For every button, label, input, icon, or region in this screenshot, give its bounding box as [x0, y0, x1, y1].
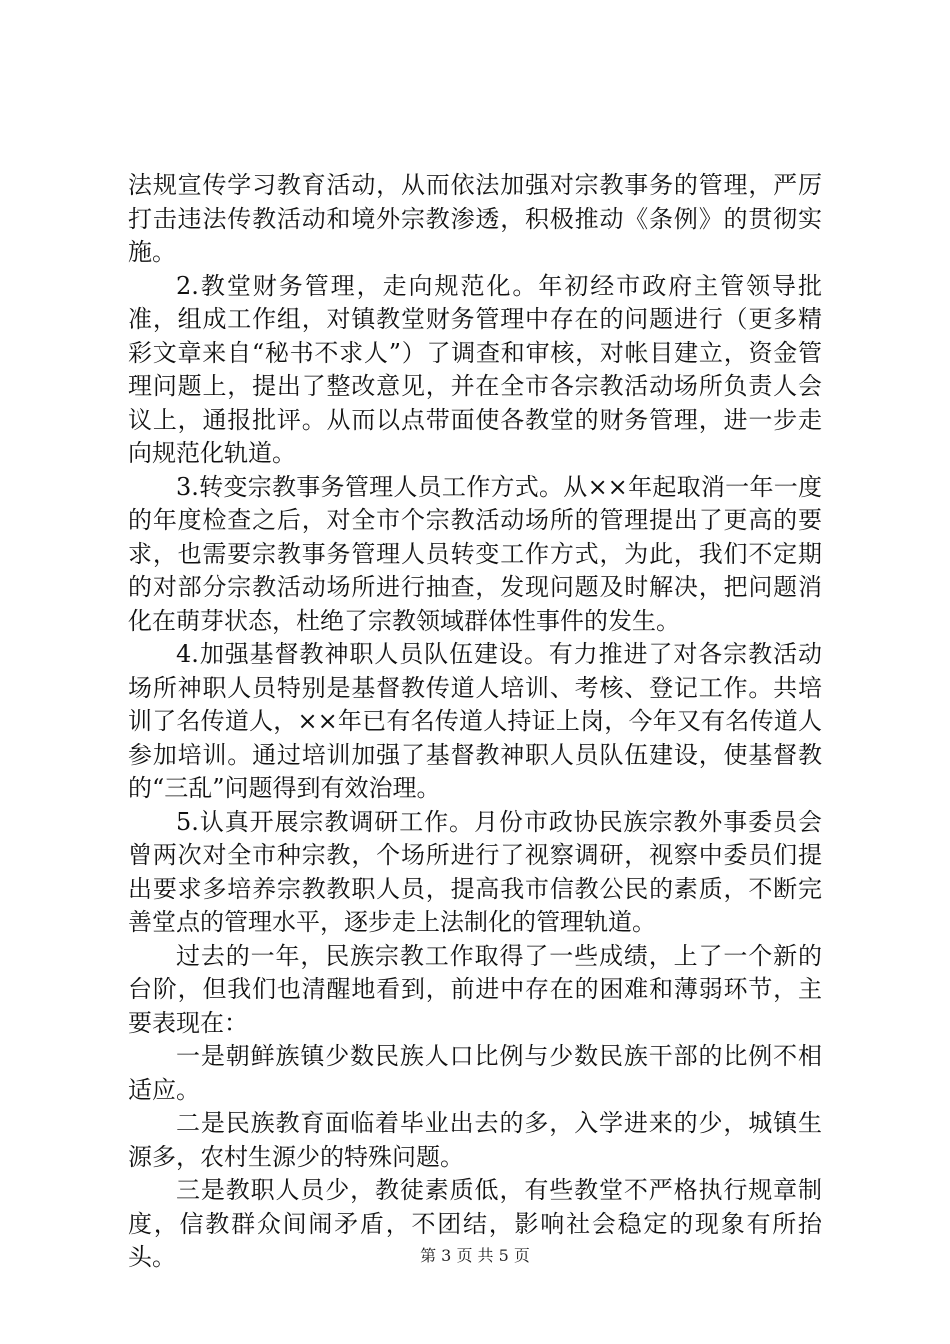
page-footer: 第 3 页 共 5 页	[420, 1246, 530, 1265]
paragraph-1: 法规宣传学习教育活动，从而依法加强对宗教事务的管理，严厉打击违法传教活动和境外宗教渗透，积极推动《条例》的贯彻实施。	[128, 171, 822, 266]
paragraph-6: 过去的一年，民族宗教工作取得了一些成绩，上了一个新的台阶，但我们也清醒地看到，前进中存在的困难和薄弱环节，主要表现在：	[128, 941, 822, 1037]
paragraph-7: 一是朝鲜族镇少数民族人口比例与少数民族干部的比例不相适应。	[128, 1042, 822, 1104]
paragraph-2: 2.教堂财务管理，走向规范化。年初经市政府主管领导批准，组成工作组，对镇教堂财务管理中存在的问题进行（更多精彩文章来自“秘书不求人”）了调查和审核，对帐目建立，资金管理问题上，提出了整改意见，并在全市各宗教活动场所负责人会议上，通报批评。从而以点带面使各教堂的财务管理，进一步走向规范化轨道。	[128, 271, 822, 467]
paragraph-3: 3.转变宗教事务管理人员工作方式。从××年起取消一年一度的年度检查之后，对全市个宗教活动场所的管理提出了更高的要求，也需要宗教事务管理人员转变工作方式，为此，我们不定期的对部分宗教活动场所进行抽查，发现问题及时解决，把问题消化在萌芽状态，杜绝了宗教领域群体性事件的发生。	[128, 472, 822, 635]
paragraph-8: 二是民族教育面临着毕业出去的多，入学进来的少，城镇生源多，农村生源少的特殊问题。	[128, 1109, 822, 1171]
paragraph-4: 4.加强基督教神职人员队伍建设。有力推进了对各宗教活动场所神职人员特别是基督教传道人培训、考核、登记工作。共培训了名传道人，××年已有名传道人持证上岗，今年又有名传道人参加培训。通过培训加强了基督教神职人员队伍建设，使基督教的“三乱”问题得到有效治理。	[128, 640, 822, 802]
paragraph-9: 三是教职人员少，教徒素质低，有些教堂不严格执行规章制度，信教群众间闹矛盾，不团结，影响社会稳定的现象有所抬头。	[128, 1176, 822, 1271]
paragraph-5: 5.认真开展宗教调研工作。月份市政协民族宗教外事委员会曾两次对全市种宗教，个场所进行了视察调研，视察中委员们提出要求多培养宗教教职人员，提高我市信教公民的素质，不断完善堂点的管理水平，逐步走上法制化的管理轨道。	[128, 807, 822, 936]
document-body	[128, 169, 822, 1275]
